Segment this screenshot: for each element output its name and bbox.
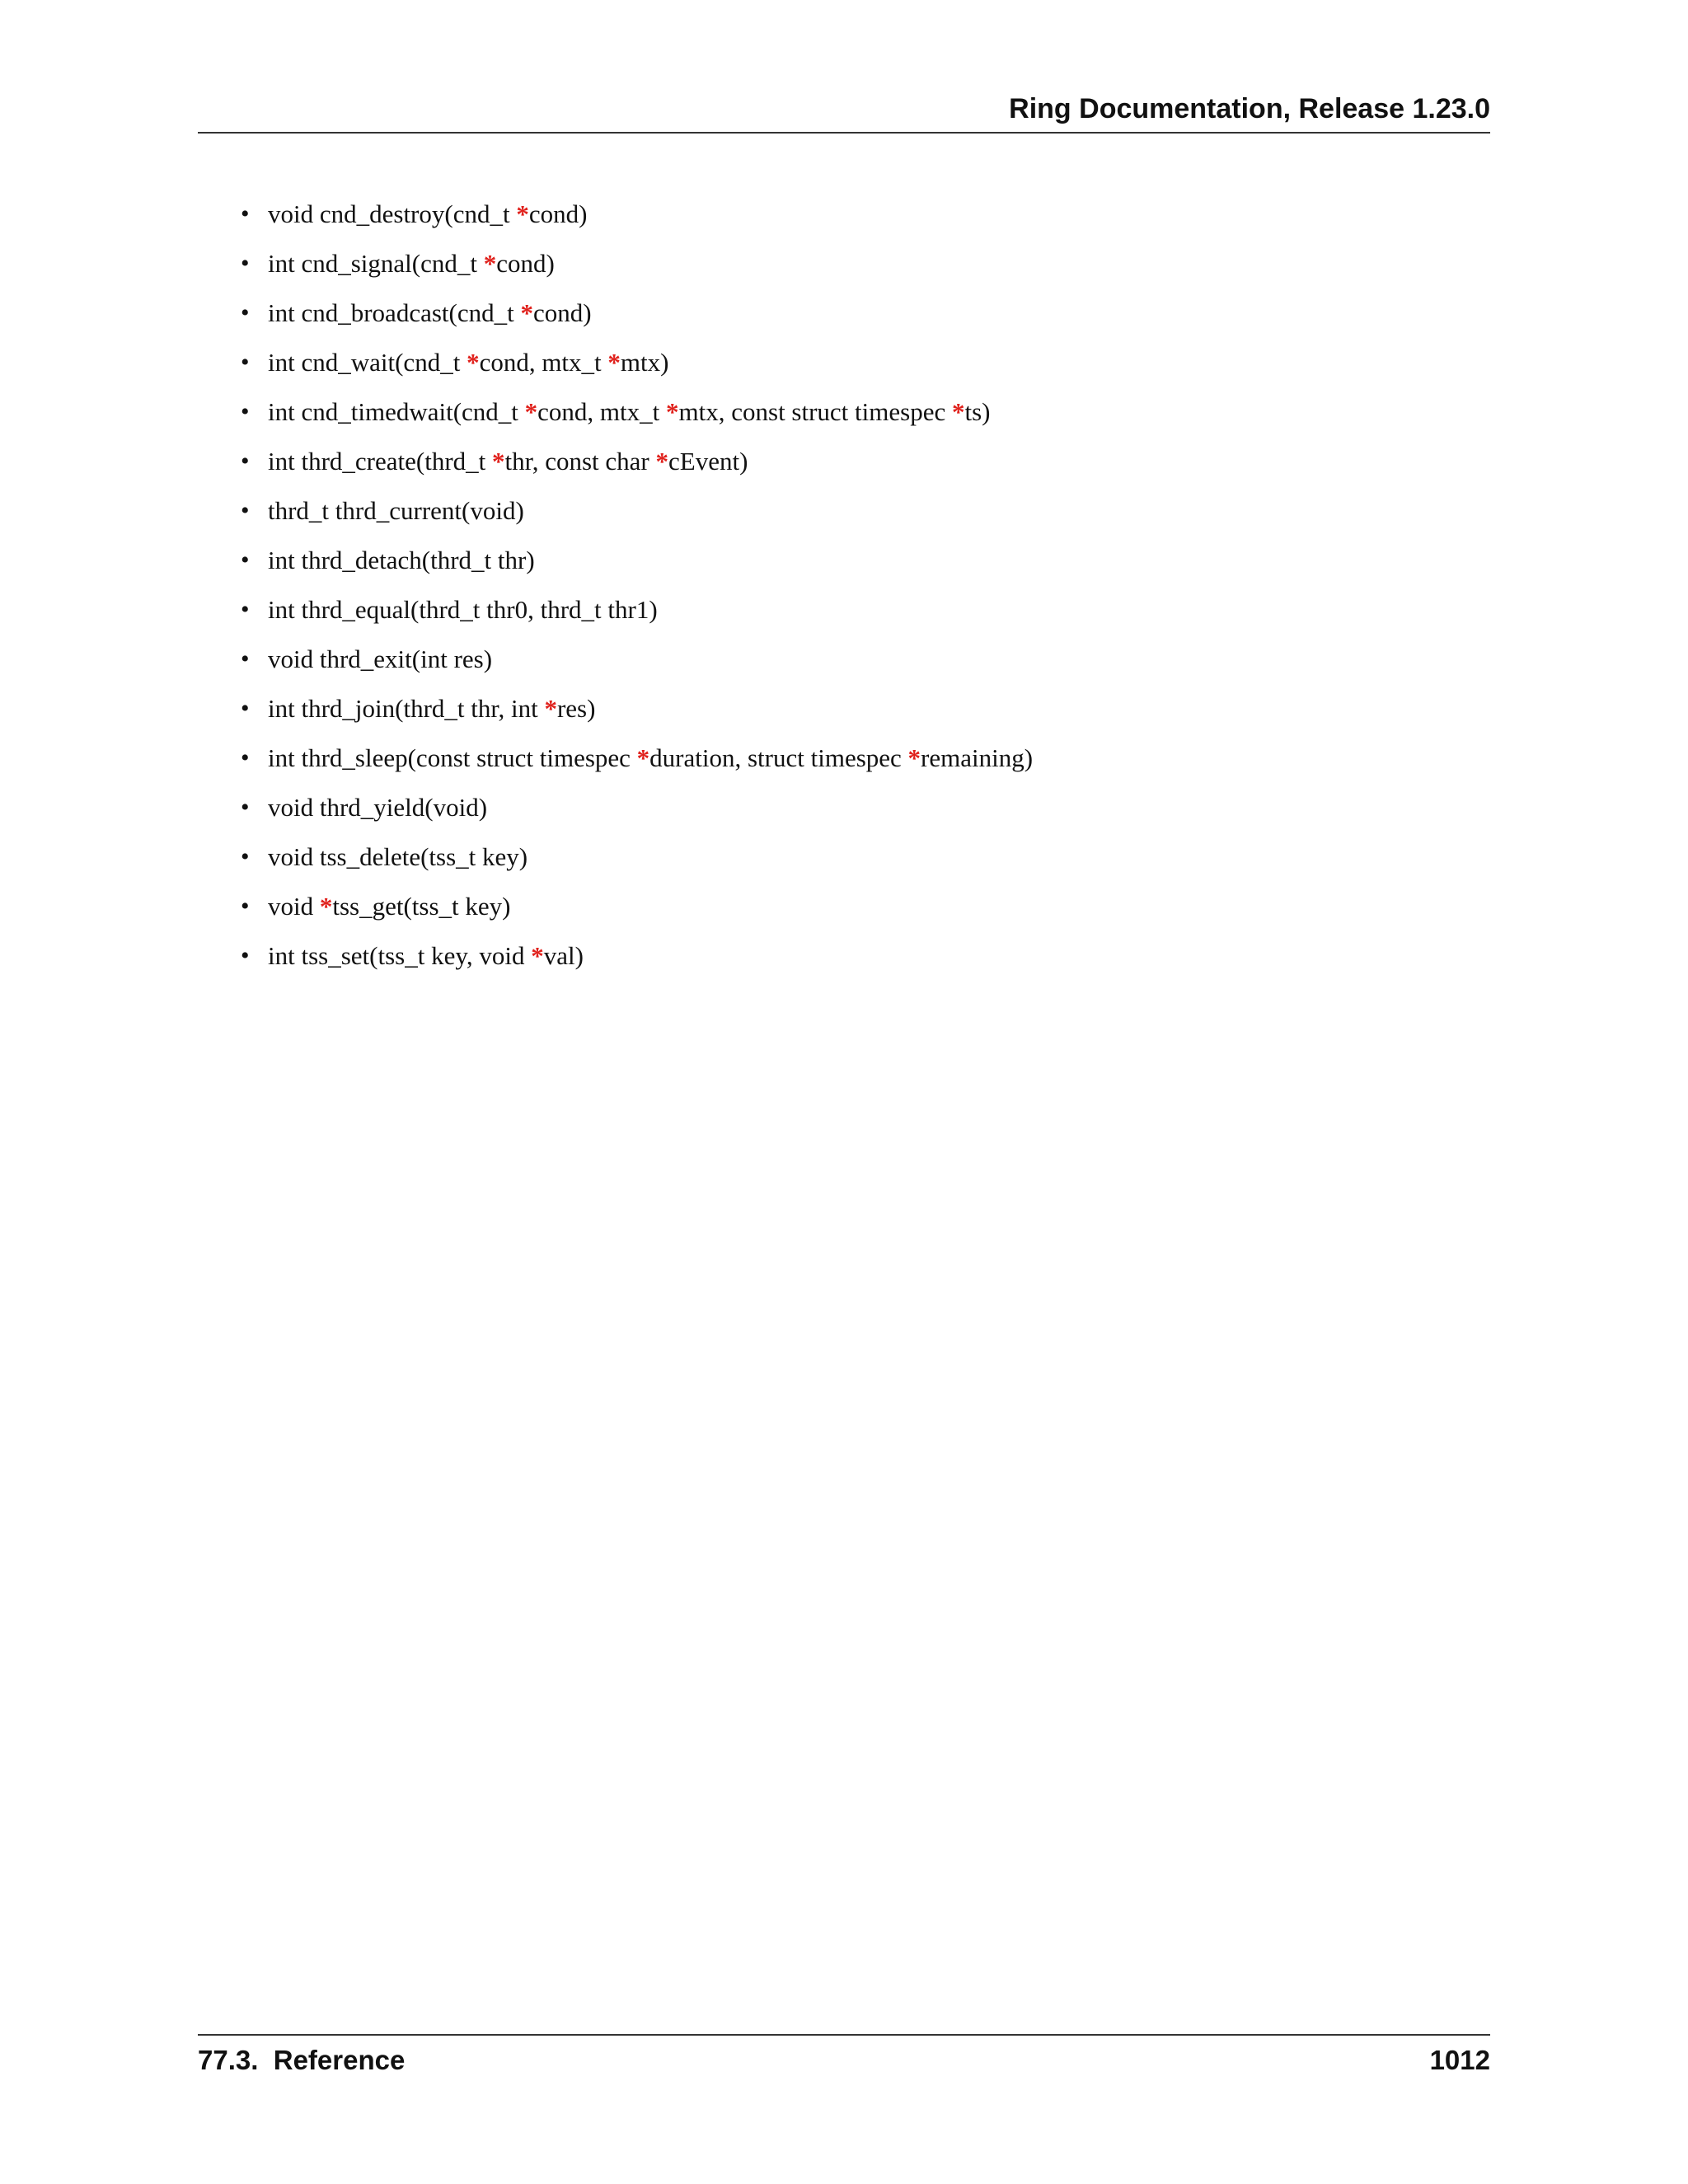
list-item: [198, 536, 1490, 585]
pointer-star: *: [520, 298, 533, 327]
bullet-icon: •: [241, 794, 250, 821]
pointer-star: *: [544, 694, 557, 723]
function-signature: [268, 595, 658, 624]
section-title: 77.3. Reference: [198, 2045, 406, 2075]
function-signature: [268, 298, 592, 327]
page-footer: [198, 2034, 1490, 2085]
list-item: [198, 783, 1490, 832]
function-signature: [268, 199, 587, 228]
bullet-icon: •: [241, 349, 250, 376]
pointer-star: *: [607, 348, 621, 377]
signature-text: mtx, const struct timespec: [678, 397, 952, 426]
bullet-icon: •: [241, 497, 250, 524]
function-signature: [268, 793, 487, 822]
list-item: [198, 882, 1490, 931]
bullet-icon: •: [241, 843, 250, 870]
signature-text: cond, mtx_t: [537, 397, 667, 426]
pointer-star: *: [516, 199, 529, 228]
function-signature: [268, 249, 555, 278]
bullet-icon: •: [241, 744, 250, 771]
signature-text: int thrd_detach(thrd_t thr): [268, 546, 535, 574]
function-signature: [268, 644, 492, 673]
function-signature: [268, 892, 511, 921]
signature-text: int cnd_wait(cnd_t: [268, 348, 467, 377]
function-signature: [268, 842, 528, 871]
list-item: [198, 190, 1490, 239]
bullet-icon: •: [241, 299, 250, 326]
list-item: [198, 585, 1490, 635]
page-number: 1012: [1429, 2045, 1490, 2075]
pointer-star: *: [951, 397, 965, 426]
signature-text: int cnd_signal(cnd_t: [268, 249, 484, 278]
list-item: [198, 288, 1490, 338]
page-content: [198, 190, 1490, 981]
bullet-icon: •: [241, 695, 250, 722]
function-signature: [268, 694, 595, 723]
signature-text: int thrd_create(thrd_t: [268, 447, 493, 476]
list-item: [198, 684, 1490, 733]
signature-text: void thrd_exit(int res): [268, 644, 493, 673]
pointer-star: *: [655, 447, 668, 476]
list-item: [198, 437, 1490, 486]
bullet-icon: •: [241, 398, 250, 425]
function-signature: [268, 496, 524, 525]
bullet-icon: •: [241, 250, 250, 277]
list-item: [198, 387, 1490, 437]
signature-text: cEvent): [668, 447, 748, 476]
signature-text: thrd_t thrd_current(void): [268, 496, 524, 525]
signature-text: int tss_set(tss_t key, void: [268, 941, 532, 970]
function-signature: [268, 546, 535, 574]
bullet-icon: •: [241, 893, 250, 920]
function-signature: [268, 743, 1033, 772]
bullet-icon: •: [241, 596, 250, 623]
signature-text: val): [543, 941, 584, 970]
function-signature: [268, 397, 990, 426]
signature-text: remaining): [921, 743, 1034, 772]
signature-text: cond, mtx_t: [479, 348, 608, 377]
function-signature: [268, 348, 668, 377]
signature-text: mtx): [620, 348, 669, 377]
list-item: [198, 239, 1490, 288]
signature-text: cond): [532, 298, 592, 327]
signature-text: tss_get(tss_t key): [332, 892, 511, 921]
list-item: [198, 635, 1490, 684]
signature-text: int thrd_equal(thrd_t thr0, thrd_t thr1): [268, 595, 658, 624]
pointer-star: *: [636, 743, 650, 772]
signature-text: void cnd_destroy(cnd_t: [268, 199, 517, 228]
signature-text: int thrd_sleep(const struct timespec: [268, 743, 637, 772]
signature-text: thr, const char: [504, 447, 656, 476]
document-title: Ring Documentation, Release 1.23.0: [1009, 93, 1490, 124]
pointer-star: *: [492, 447, 505, 476]
bullet-icon: •: [241, 942, 250, 969]
pointer-star: *: [907, 743, 921, 772]
signature-text: void tss_delete(tss_t key): [268, 842, 528, 871]
signature-text: res): [556, 694, 596, 723]
signature-text: void: [268, 892, 320, 921]
signature-text: int cnd_timedwait(cnd_t: [268, 397, 525, 426]
list-item: [198, 733, 1490, 783]
bullet-icon: •: [241, 546, 250, 574]
pointer-star: *: [319, 892, 333, 921]
list-item: [198, 338, 1490, 387]
pointer-star: *: [666, 397, 679, 426]
list-item: [198, 832, 1490, 882]
signature-text: cond): [528, 199, 588, 228]
page-header: [198, 82, 1490, 134]
signature-text: int cnd_broadcast(cnd_t: [268, 298, 521, 327]
pointer-star: *: [467, 348, 480, 377]
function-signature: [268, 941, 584, 970]
signature-text: ts): [964, 397, 991, 426]
bullet-icon: •: [241, 200, 250, 227]
signature-text: duration, struct timespec: [649, 743, 908, 772]
pointer-star: *: [483, 249, 497, 278]
list-item: [198, 931, 1490, 981]
bullet-icon: •: [241, 645, 250, 673]
pointer-star: *: [524, 397, 538, 426]
list-item: [198, 486, 1490, 536]
pointer-star: *: [531, 941, 544, 970]
signature-text: void thrd_yield(void): [268, 793, 488, 822]
function-list: [198, 190, 1490, 981]
function-signature: [268, 447, 748, 476]
bullet-icon: •: [241, 448, 250, 475]
signature-text: int thrd_join(thrd_t thr, int: [268, 694, 545, 723]
signature-text: cond): [496, 249, 555, 278]
